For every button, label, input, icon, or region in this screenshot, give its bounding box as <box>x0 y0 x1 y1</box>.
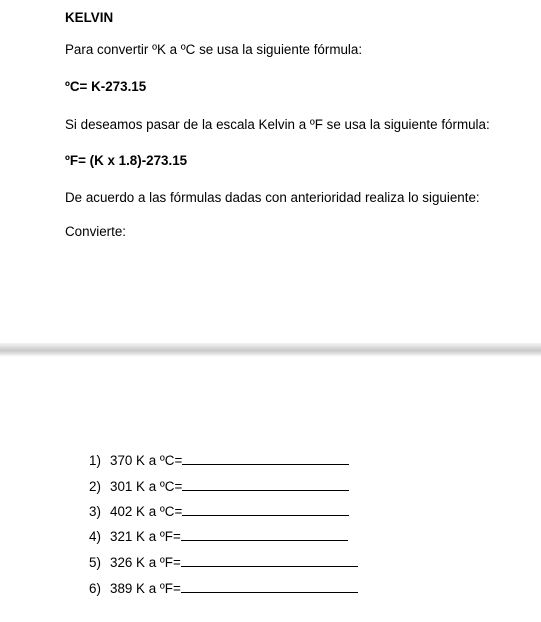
exercise-text: 402 K a ºC= <box>110 504 183 519</box>
convert-label: Convierte: <box>65 224 127 239</box>
exercise-number: 4) <box>89 529 101 544</box>
page-two <box>0 357 541 622</box>
exercise-item <box>89 554 358 571</box>
answer-blank[interactable] <box>181 580 358 593</box>
instruction-text: De acuerdo a las fórmulas dadas con anterioridad realiza lo siguiente: <box>65 190 480 205</box>
exercise-number: 1) <box>89 453 101 468</box>
celsius-intro-text: Para convertir ºK a ºC se usa la siguiente fórmula: <box>65 42 363 57</box>
answer-blank[interactable] <box>182 503 349 516</box>
answer-blank[interactable] <box>182 452 349 465</box>
exercise-item <box>89 452 349 469</box>
fahrenheit-formula: ºF= (K x 1.8)-273.15 <box>65 153 188 168</box>
exercise-number: 2) <box>89 479 101 494</box>
exercise-number: 5) <box>89 555 101 570</box>
exercise-number: 6) <box>89 581 101 596</box>
exercise-item <box>89 528 348 545</box>
exercise-text: 389 K a ºF= <box>110 581 181 596</box>
page-break-divider <box>0 343 541 357</box>
answer-blank[interactable] <box>181 528 348 541</box>
fahrenheit-intro-text: Si deseamos pasar de la escala Kelvin a ºF se usa la siguiente fórmula: <box>65 117 490 132</box>
exercise-text: 370 K a ºC= <box>110 453 183 468</box>
exercise-item <box>89 580 358 597</box>
answer-blank[interactable] <box>182 478 349 491</box>
answer-blank[interactable] <box>181 554 358 567</box>
exercise-number: 3) <box>89 504 101 519</box>
document-title: KELVIN <box>65 10 114 25</box>
exercise-text: 321 K a ºF= <box>110 529 181 544</box>
exercise-text: 326 K a ºF= <box>110 555 181 570</box>
exercise-text: 301 K a ºC= <box>110 479 183 494</box>
celsius-formula: ºC= K-273.15 <box>65 79 147 94</box>
exercise-item <box>89 503 349 520</box>
exercise-item <box>89 478 349 495</box>
